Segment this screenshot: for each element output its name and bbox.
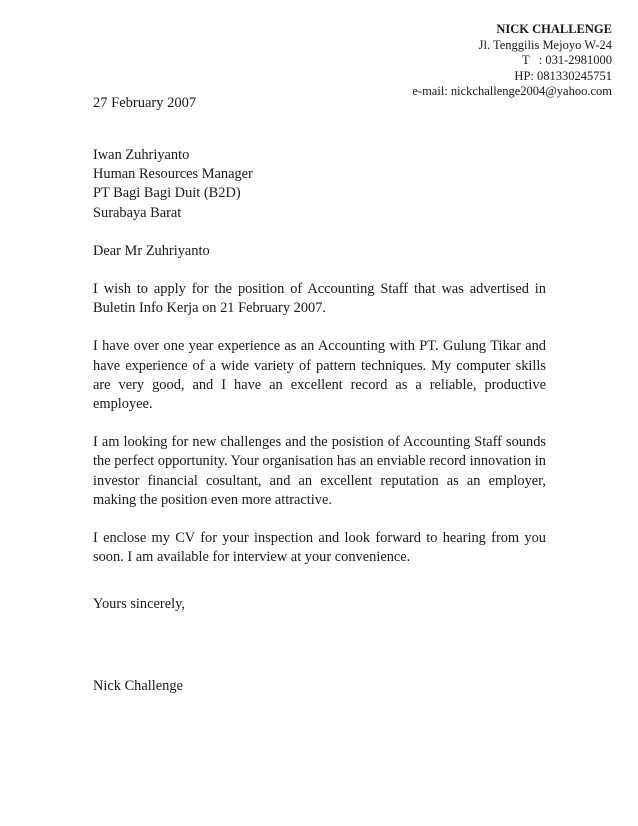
closing: Yours sincerely, [93,596,185,613]
signature-name: Nick Challenge [93,677,183,694]
paragraph-enclosure: I enclose my CV for your inspection and look forward to hearing from you soon. I am available for interview at your convenience. [93,530,546,566]
sender-email: e-mail: nickchallenge2004@yahoo.com [412,84,612,99]
recipient-block [93,146,546,223]
paragraph-motivation: I am looking for new challenges and the posistion of Accounting Staff sounds the perfect opportunity. Your organisation has an enviable record innovation in investor financial cosultant, and an excellent reputation as an employer, making the position even more attractive. [93,434,546,508]
sender-name: NICK CHALLENGE [496,22,612,36]
recipient-name: Iwan Zuhriyanto [93,147,190,163]
paragraph-application: I wish to apply for the position of Accounting Staff that was advertised in Buletin Info Kerja on 21 February 2007. [93,281,546,317]
sender-hp: HP: 081330245751 [514,68,612,83]
sender-address: Jl. Tenggilis Mejoyo W-24 [478,37,612,52]
letter-date: 27 February 2007 [93,95,197,111]
sender-block [412,22,612,100]
recipient-title: Human Resources Manager [93,166,253,183]
salutation: Dear Mr Zuhriyanto [93,242,210,259]
recipient-city: Surabaya Barat [93,204,182,221]
letter-body [93,146,546,696]
sender-phone: T : 031-2981000 [521,53,612,68]
paragraph-experience: I have over one year experience as an Accounting with PT. Gulung Tikar and have experience of a wide variety of pattern techniques. My computer skills are very good, and I have an excellent record as a reliable, productive employee. [93,338,546,413]
recipient-company: PT Bagi Bagi Duit (B2D) [93,185,241,202]
